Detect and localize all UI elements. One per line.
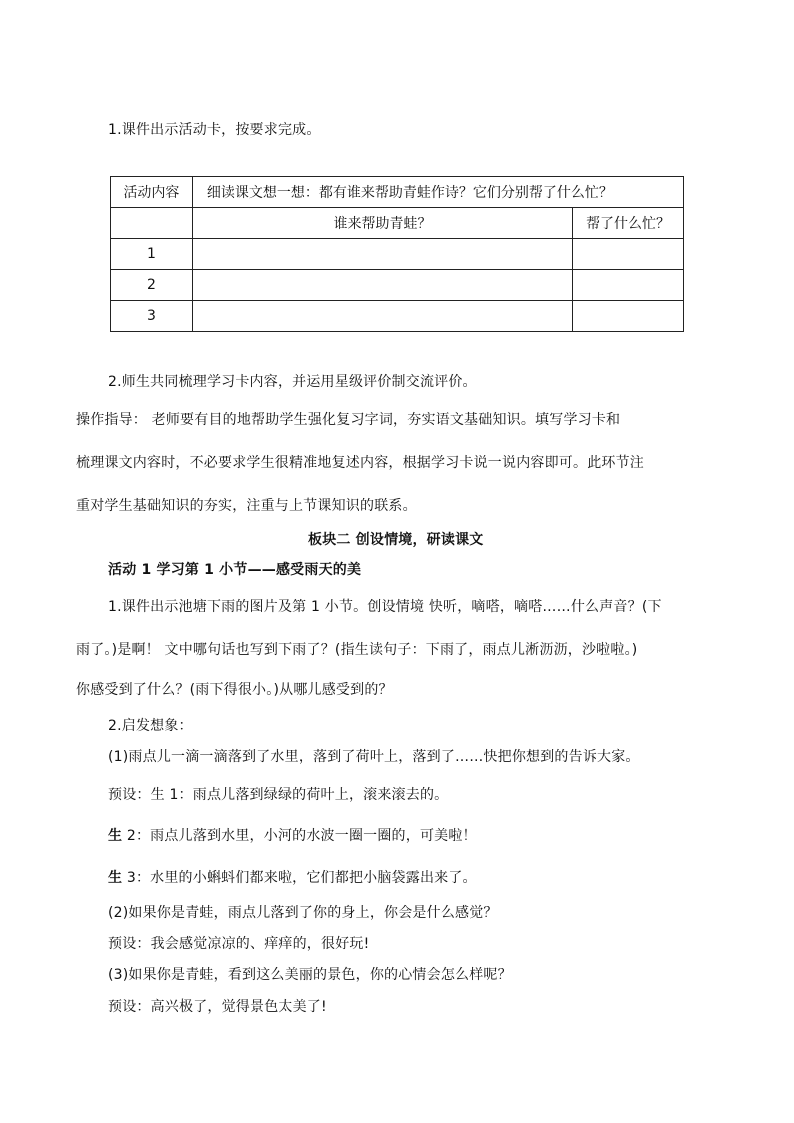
step-1-text: 1.课件出示活动卡，按要求完成。 <box>108 122 321 138</box>
answer-2 <box>108 826 477 846</box>
section-title: 板块二 创设情境，研读课文 <box>308 532 484 548</box>
answer-4: 预设：我会感觉凉凉的、痒痒的，很好玩! <box>108 936 370 952</box>
table-cell <box>573 301 684 332</box>
table-row <box>111 301 684 332</box>
answer-3 <box>108 868 477 888</box>
answer-1: 预设：生 1：雨点儿落到绿绿的荷叶上，滚来滚去的。 <box>108 787 449 803</box>
table-cell <box>192 239 572 270</box>
table-cell <box>573 239 684 270</box>
step-2-text: 2.师生共同梳理学习卡内容，并运用星级评价制交流评价。 <box>108 374 477 390</box>
table-row <box>111 270 684 301</box>
table-row <box>111 208 684 239</box>
guide-line-3: 重对学生基础知识的夯实，注重与上节课知识的联系。 <box>76 498 417 514</box>
activity-title: 活动 1 学习第 1 小节——感受雨天的美 <box>108 562 362 578</box>
answer-2-label: 生 <box>108 828 123 844</box>
table-cell <box>192 270 572 301</box>
table-cell <box>111 208 193 239</box>
guide-line-2: 梳理课文内容时，不必要求学生很精准地复述内容，根据学习卡说一说内容即可。此环节注 <box>76 455 644 471</box>
answer-5: 预设：高兴极了，觉得景色太美了! <box>108 999 327 1015</box>
paragraph-1-line-3: 你感受到了什么？(雨下得很小。)从哪儿感受到的？ <box>76 682 393 698</box>
table-header-task: 细读课文想一想：都有谁来帮助青蛙作诗？它们分别帮了什么忙？ <box>192 177 683 208</box>
answer-2-text: 2：雨点儿落到水里，小河的水波一圈一圈的，可美啦！ <box>122 828 477 844</box>
table-col-help: 帮了什么忙？ <box>573 208 684 239</box>
table-row <box>111 239 684 270</box>
table-row <box>111 177 684 208</box>
table-cell <box>192 301 572 332</box>
question-3: (3)如果你是青蛙，看到这么美丽的景色，你的心情会怎么样呢？ <box>108 967 512 983</box>
paragraph-1-line-2: 雨了。)是啊！ 文中哪句话也写到下雨了？(指生读句子：下雨了，雨点儿淅沥沥，沙啦啦。) <box>76 642 638 658</box>
table-header-label: 活动内容 <box>111 177 193 208</box>
answer-3-text: 3：水里的小蝌蚪们都来啦，它们都把小脑袋露出来了。 <box>122 870 477 886</box>
question-1: (1)雨点儿一滴一滴落到了水里，落到了荷叶上，落到了……快把你想到的告诉大家。 <box>108 749 640 765</box>
paragraph-2-title: 2.启发想象： <box>108 718 193 734</box>
table-row-number: 3 <box>111 301 193 332</box>
answer-3-label: 生 <box>108 870 123 886</box>
table-col-who: 谁来帮助青蛙？ <box>192 208 572 239</box>
paragraph-1-line-1: 1.课件出示池塘下雨的图片及第 1 小节。创设情境 快听，嘀嗒，嘀嗒……什么声音？(下 <box>108 599 662 615</box>
question-2: (2)如果你是青蛙，雨点儿落到了你的身上，你会是什么感觉？ <box>108 905 498 921</box>
activity-card-table <box>110 176 684 332</box>
guide-line-1: 操作指导： 老师要有目的地帮助学生强化复习字词，夯实语文基础知识。填写学习卡和 <box>76 412 621 428</box>
table-row-number: 2 <box>111 270 193 301</box>
table-row-number: 1 <box>111 239 193 270</box>
table-cell <box>573 270 684 301</box>
